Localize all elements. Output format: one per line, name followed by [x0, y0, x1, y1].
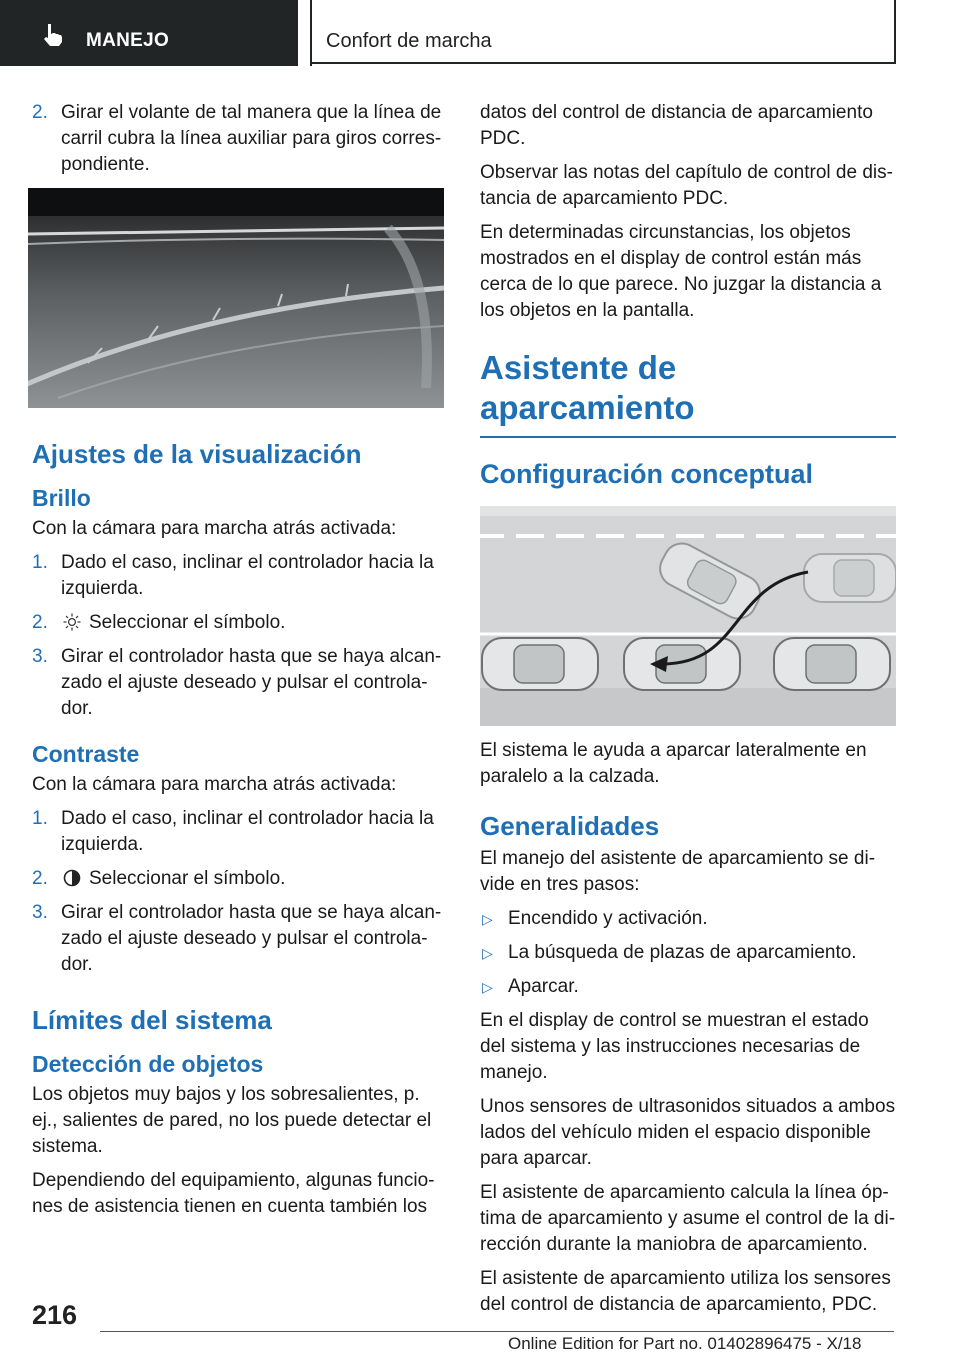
step-number: 1.: [32, 552, 48, 573]
triangle-bullet-icon: ▷: [482, 945, 493, 961]
left-column: [32, 100, 448, 1228]
camera-view-figure: [28, 188, 444, 408]
body-paragraph: Unos sensores de ultrasonidos situados a ambos lados del vehículo miden el espacio disponible para aparcar.: [480, 1096, 896, 1169]
parking-concept-figure: [480, 506, 896, 726]
triangle-bullet-icon: ▷: [482, 979, 493, 995]
section-tab-label: MANEJO: [86, 30, 170, 51]
bullet-text: Aparcar.: [508, 976, 579, 997]
step-text: Girar el controlador hasta que se haya alcanzado el ajuste deseado y pulsar el controlador.: [61, 902, 442, 975]
step-number: 2.: [32, 102, 48, 123]
step-text: Dado el caso, inclinar el controlador hacia la izquierda.: [61, 808, 434, 855]
step-item: [32, 806, 448, 858]
header-divider: [310, 0, 312, 66]
list-item: [480, 940, 896, 966]
header-right-divider: [894, 0, 896, 64]
step-item: [32, 610, 448, 636]
step-item: [32, 644, 448, 722]
contraste-intro: Con la cámara para marcha atrás activada:: [32, 774, 397, 795]
deteccion-para: Los objetos muy bajos y los sobresalientes, p. ej., salientes de pared, no los puede detectar el sistema.: [32, 1084, 432, 1157]
section-tab: [0, 0, 298, 66]
footer-divider: [100, 1331, 894, 1332]
concept-heading: Configuración conceptual: [480, 459, 814, 489]
page-header: [0, 0, 960, 66]
step-text: Seleccionar el símbolo.: [89, 612, 286, 633]
body-paragraph: En el display de control se muestran el estado del sistema y las instrucciones necesarias de manejo.: [480, 1010, 869, 1083]
triangle-bullet-icon: ▷: [482, 911, 493, 927]
list-item: [480, 906, 896, 932]
bullet-text: Encendido y activación.: [508, 908, 708, 929]
step-number: 3.: [32, 902, 48, 923]
step-text: Dado el caso, inclinar el controlador hacia la izquierda.: [61, 552, 434, 599]
body-paragraph: El asistente de aparcamiento utiliza los sensores del control de distancia de aparcamiento, PDC.: [480, 1268, 891, 1315]
step-number: 1.: [32, 808, 48, 829]
bullet-text: La búsqueda de plazas de aparcamiento.: [508, 942, 857, 963]
figure-caption: El sistema le ayuda a aparcar lateralmente en paralelo a la calzada.: [480, 740, 867, 787]
generalidades-intro: El manejo del asistente de aparcamiento se divide en tres pasos:: [480, 848, 876, 895]
body-paragraph: En determinadas circunstancias, los objetos mostrados en el display de control están más cerca de lo que parece. No juzgar la distancia a los objetos en la pantalla.: [480, 222, 882, 321]
chapter-heading: Asistente de aparcamiento: [480, 348, 896, 438]
step-text: Seleccionar el símbolo.: [89, 868, 286, 889]
section-heading-display: Ajustes de la visualización: [32, 439, 362, 469]
page-number: 216: [32, 1300, 78, 1330]
step-text: Girar el volante de tal manera que la línea de carril cubra la línea auxiliar para giros correspondiente.: [61, 102, 442, 175]
step-number: 3.: [32, 646, 48, 667]
footer-edition: Online Edition for Part no. 01402896475 - X/18: [508, 1334, 862, 1353]
generalidades-heading: Generalidades: [480, 811, 660, 841]
step-text: Girar el controlador hasta que se haya alcanzado el ajuste deseado y pulsar el controlador.: [61, 646, 442, 719]
pointing-hand-icon: [40, 22, 66, 48]
body-paragraph: Observar las notas del capítulo de control de distancia de aparcamiento PDC.: [480, 162, 893, 209]
body-paragraph: datos del control de distancia de aparcamiento PDC.: [480, 102, 873, 149]
right-column: [480, 100, 896, 1326]
deteccion-heading: Detección de objetos: [32, 1051, 264, 1077]
list-item: [480, 974, 896, 1000]
step-number: 2.: [32, 868, 48, 889]
body-paragraph: El asistente de aparcamiento calcula la línea óptima de aparcamiento y asume el control de la dirección durante la maniobra de aparcamiento.: [480, 1182, 896, 1255]
limites-heading: Límites del sistema: [32, 1005, 272, 1035]
step-item: [32, 550, 448, 602]
brillo-heading: Brillo: [32, 485, 91, 511]
step-number: 2.: [32, 612, 48, 633]
step-item: [32, 900, 448, 978]
step-item: [32, 100, 448, 178]
sun-brightness-icon: [63, 613, 81, 631]
chapter-title: Confort de marcha: [326, 30, 492, 52]
step-item: [32, 866, 448, 892]
deteccion-para: Dependiendo del equipamiento, algunas funciones de asistencia tienen en cuenta también los: [32, 1170, 435, 1217]
header-underline: [310, 62, 896, 64]
brillo-intro: Con la cámara para marcha atrás activada:: [32, 518, 397, 539]
contrast-icon: [63, 869, 81, 887]
contraste-heading: Contraste: [32, 741, 140, 767]
